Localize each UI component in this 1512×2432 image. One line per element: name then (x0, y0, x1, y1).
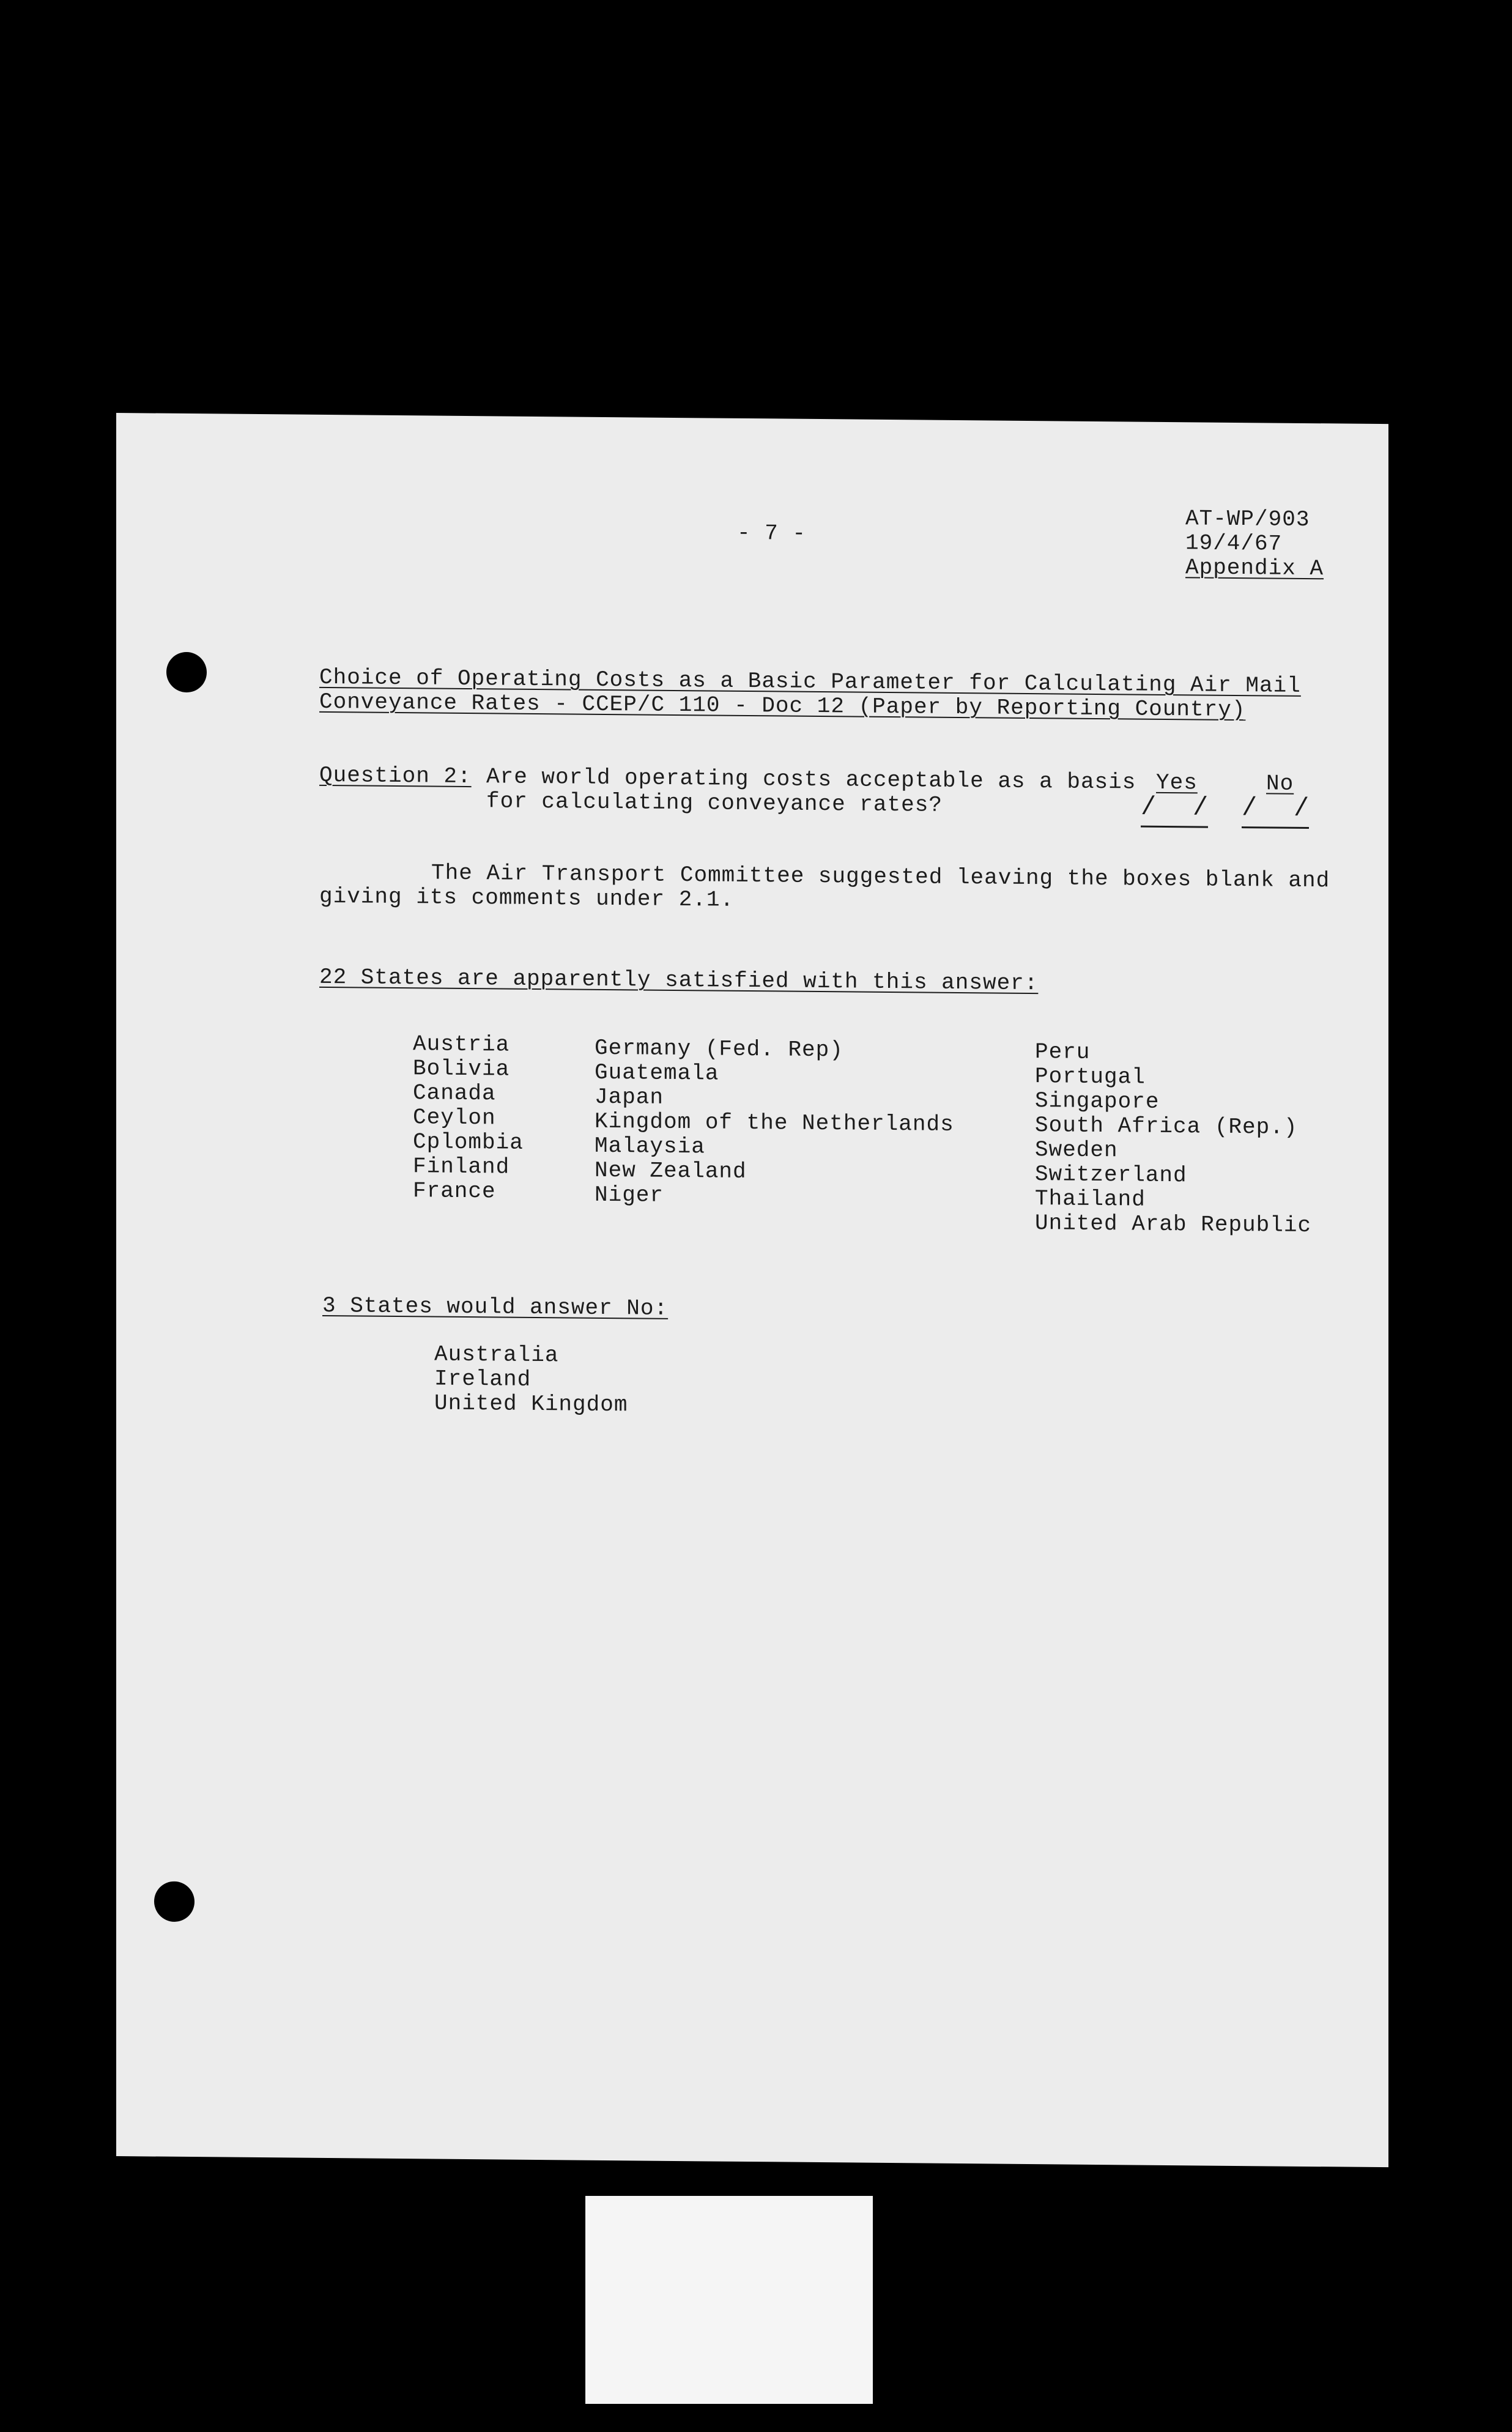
state-name: Switzerland (1035, 1162, 1187, 1188)
state-name: New Zealand (595, 1157, 747, 1184)
state-name: Malaysia (595, 1133, 705, 1160)
state-name: Japan (595, 1084, 664, 1110)
state-name: Niger (595, 1182, 664, 1208)
state-name: Thailand (1035, 1186, 1146, 1212)
yes-box-underline (1141, 826, 1208, 828)
state-name: Ceylon (413, 1105, 496, 1131)
satisfied-heading: 22 States are apparently satisfied with this answer: (319, 964, 1039, 996)
blank-card (585, 2196, 873, 2404)
state-name: Bolivia (413, 1056, 510, 1082)
question-line-2: for calculating conveyance rates? (486, 788, 943, 818)
comment-line-2: giving its comments under 2.1. (319, 883, 735, 913)
document-reference: AT-WP/903 (1185, 506, 1310, 533)
state-name: Singapore (1035, 1088, 1160, 1114)
no-box-underline (1242, 826, 1309, 829)
document-page (116, 413, 1388, 2167)
satisfied-column-3 (1035, 1040, 1311, 1238)
state-name: Ireland (434, 1366, 532, 1392)
satisfied-column-2 (595, 1036, 954, 1210)
no-box-right: / (1294, 793, 1310, 824)
title-line-1: Choice of Operating Costs as a Basic Parameter for Calculating Air Mail (319, 664, 1301, 699)
state-name: South Africa (Rep.) (1035, 1113, 1298, 1140)
state-name: Guatemala (595, 1059, 719, 1086)
state-name: Peru (1035, 1039, 1091, 1065)
state-name: Kingdom of the Netherlands (595, 1108, 954, 1137)
state-name: Sweden (1035, 1137, 1118, 1163)
yes-box-right: / (1193, 793, 1209, 823)
punch-hole-bottom (154, 1881, 195, 1922)
no-column-label: No (1266, 771, 1294, 796)
state-name: Germany (Fed. Rep) (595, 1035, 843, 1063)
punch-hole-top (166, 652, 207, 693)
state-name: Portugal (1035, 1064, 1146, 1090)
state-name: Cplombia (413, 1129, 524, 1155)
state-name: Canada (413, 1080, 496, 1107)
appendix-label: Appendix A (1185, 555, 1324, 582)
document-date: 19/4/67 (1185, 530, 1283, 557)
title-line-2: Conveyance Rates - CCEP/C 110 - Doc 12 (Paper by Reporting Country) (319, 689, 1246, 723)
satisfied-column-1 (413, 1032, 524, 1204)
yes-column-label: Yes (1156, 769, 1198, 796)
state-name: Finland (413, 1154, 510, 1180)
comment-line-1: The Air Transport Committee suggested leaving the boxes blank and (431, 860, 1330, 894)
state-name: Austria (413, 1031, 510, 1058)
no-box-left: / (1242, 793, 1258, 823)
no-states-heading: 3 States would answer No: (322, 1292, 669, 1321)
question-label: Question 2: (319, 762, 472, 790)
state-name: France (413, 1178, 496, 1204)
page-number: - 7 - (737, 520, 807, 546)
state-name: Australia (434, 1341, 559, 1368)
state-name: United Kingdom (434, 1390, 628, 1418)
state-name: United Arab Republic (1035, 1210, 1312, 1239)
yes-box-left: / (1141, 792, 1157, 822)
question-line-1: Are world operating costs acceptable as a basis (486, 764, 1136, 795)
no-states-list (434, 1343, 628, 1418)
